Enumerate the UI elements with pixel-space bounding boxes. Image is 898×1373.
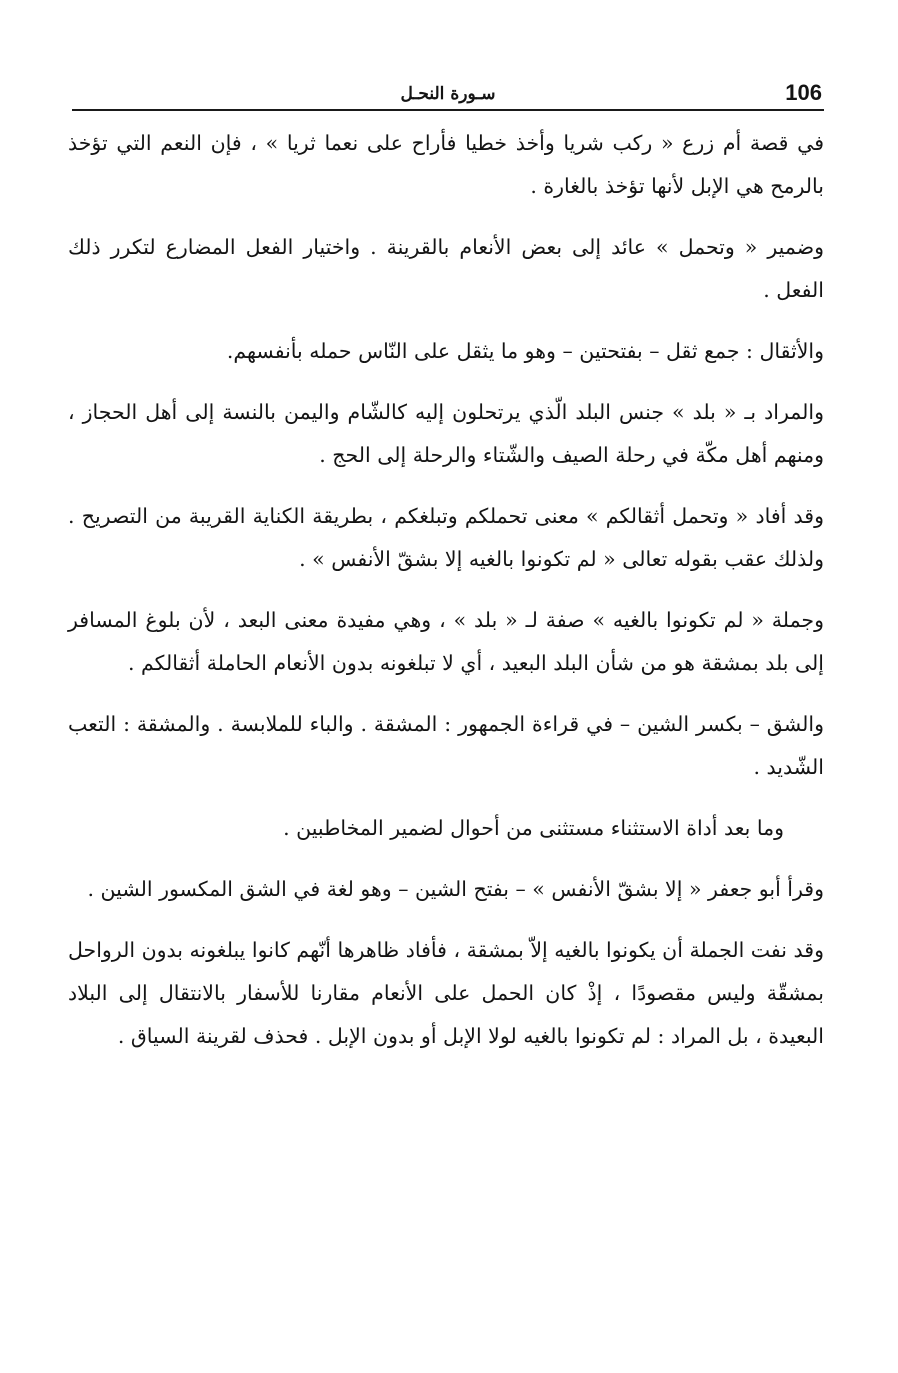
paragraph: وقرأ أبو جعفر « إلا بشقّ الأنفس » – بفتح الشين – وهو لغة في الشق المكسور الشين .	[87, 877, 824, 901]
paragraph: وجملة « لم تكونوا بالغيه » صفة لـ « بلد » ، وهي مفيدة معنى البعد ، لأن بلوغ المسافر إلى بلد بمشقة هو من شأن البلد البعيد ، أي لا تبلغونه بدون الأنعام الحاملة أثقالكم .	[68, 608, 824, 675]
paragraph: وقد نفت الجملة أن يكونوا بالغيه إلاّ بمشقة ، فأفاد ظاهرها أنّهم كانوا يبلغونه بدون الرواحل بمشقّة وليس مقصودًا ، إذْ كان الحمل على الأنعام مقارنا للأسفار بالانتقال إلى البلاد البعيدة ، بل المراد : لم تكونوا بالغيه لولا الإبل أو بدون الإبل . فحذف لقرينة السياق .	[68, 938, 824, 1048]
page-number: 106	[785, 80, 822, 105]
running-title: سـورة النحـل	[400, 84, 496, 104]
paragraph: والمراد بـ « بلد » جنس البلد الّذي يرتحلون إليه كالشّام واليمن بالنسة إلى أهل الحجاز ، ومنهم أهل مكّة في رحلة الصيف والشّتاء والرحلة إلى الحج .	[68, 400, 824, 467]
body-text	[68, 122, 824, 1058]
paragraph: وقد أفاد « وتحمل أثقالكم » معنى تحملكم وتبلغكم ، بطريقة الكناية القريبة من التصريح . ولذلك عقب بقوله تعالى « لم تكونوا بالغيه إلا بشقّ الأنفس » .	[68, 504, 824, 571]
paragraph: والشق – بكسر الشين – في قراءة الجمهور : المشقة . والباء للملابسة . والمشقة : التعب الشّديد .	[68, 712, 824, 779]
paragraph: وما بعد أداة الاستثناء مستثنى من أحوال لضمير المخاطبين .	[283, 816, 784, 840]
header-rule	[72, 109, 824, 111]
paragraph: وضمير « وتحمل » عائد إلى بعض الأنعام بالقرينة . واختيار الفعل المضارع لتكرر ذلك الفعل .	[68, 235, 824, 302]
paragraph: في قصة أم زرع « ركب شريا وأخذ خطيا فأراح على نعما ثريا » ، فإن النعم التي تؤخذ بالرمح هي الإبل لأنها تؤخذ بالغارة .	[68, 131, 824, 198]
paragraph: والأثقال : جمع ثقل – بفتحتين – وهو ما يثقل على النّاس حمله بأنفسهم.	[226, 339, 824, 363]
page-header	[72, 78, 824, 112]
